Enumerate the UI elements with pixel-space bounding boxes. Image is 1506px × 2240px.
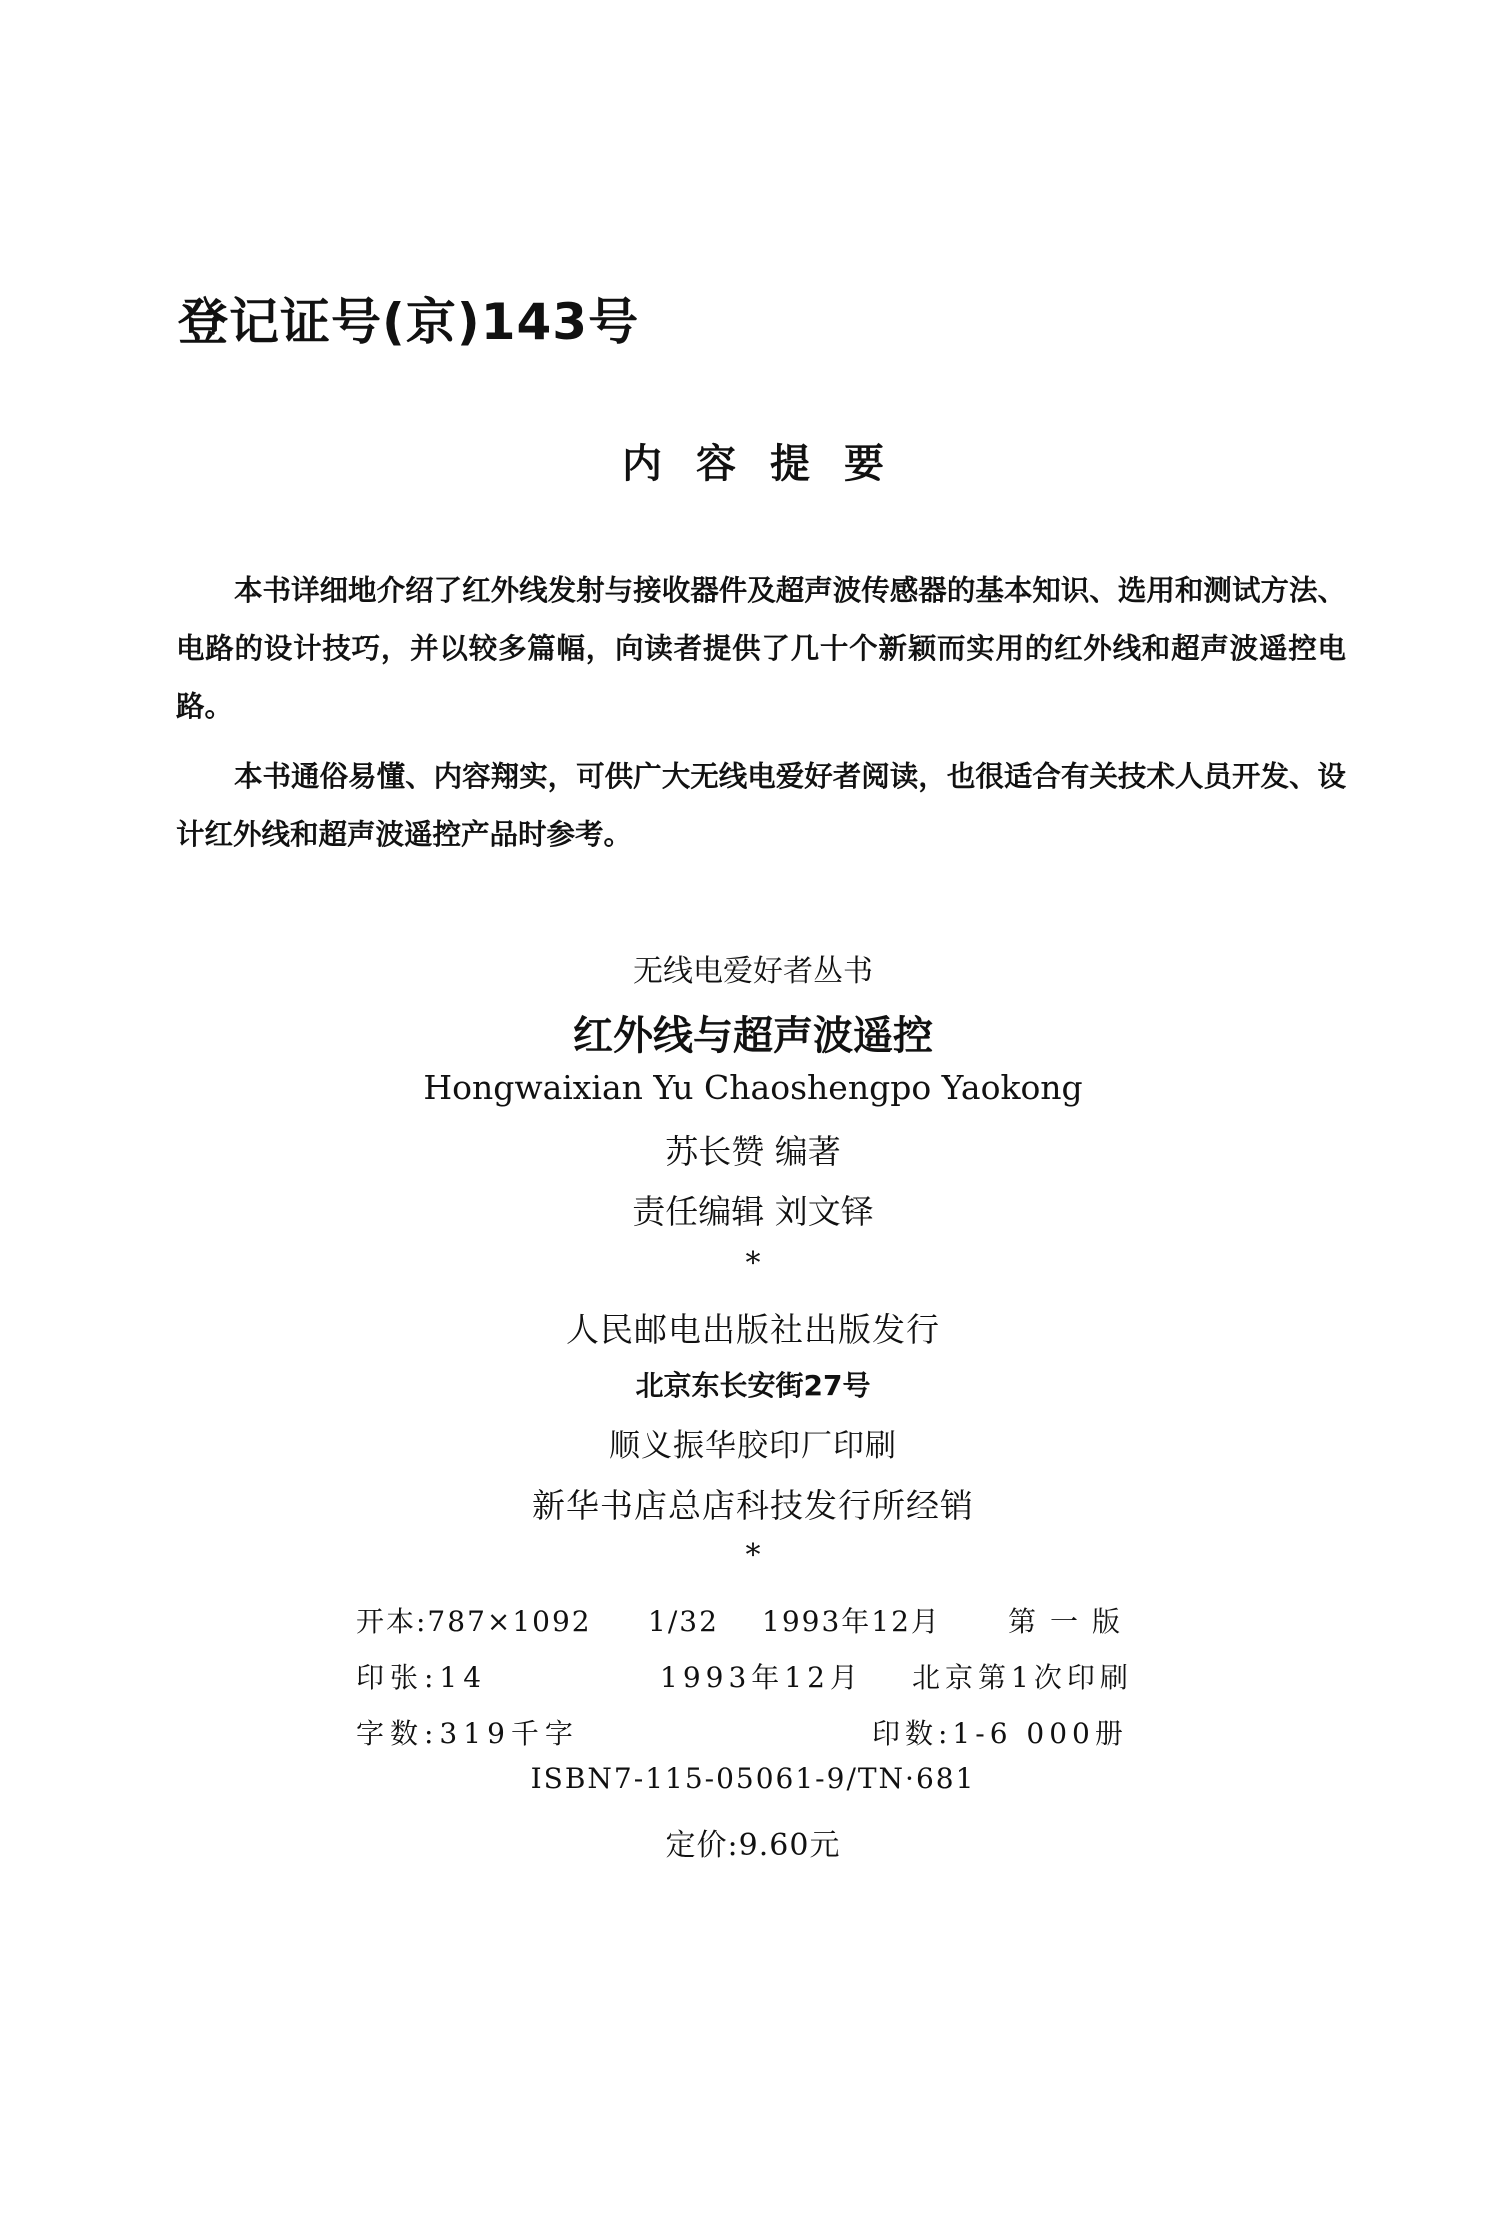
printing-info: 北京第1次印刷: [912, 1661, 1133, 1694]
abstract-body: [176, 562, 1346, 876]
print-run: 印数:1-6 000册: [872, 1717, 1128, 1750]
format-fraction: 1/32: [648, 1605, 719, 1638]
printer-line: 顺义振华胶印厂印刷: [609, 1428, 897, 1464]
publisher-line: 人民邮电出版社出版发行: [566, 1310, 940, 1349]
abstract-heading: 内容提要: [622, 441, 918, 487]
word-count: 字数:319千字: [356, 1717, 579, 1750]
book-title-pinyin: Hongwaixian Yu Chaoshengpo Yaokong: [423, 1068, 1083, 1107]
format-size: 开本:787×1092: [356, 1605, 592, 1638]
printing-date: 1993年12月: [660, 1661, 863, 1694]
separator-star: *: [745, 1538, 761, 1573]
abstract-paragraph: 本书详细地介绍了红外线发射与接收器件及超声波传感器的基本知识、选用和测试方法、电路的设计技巧，并以较多篇幅，向读者提供了几十个新颖而实用的红外线和超声波遥控电路。: [176, 574, 1346, 723]
registration-number: 登记证号(京)143号: [178, 293, 640, 351]
publication-specs: [356, 1594, 1156, 1762]
price: 定价:9.60元: [665, 1828, 841, 1863]
distributor-line: 新华书店总店科技发行所经销: [532, 1486, 974, 1525]
isbn-number: ISBN7-115-05061-9/TN·681: [530, 1762, 976, 1795]
edition-number: 第一版: [1008, 1605, 1135, 1638]
publisher-address: 北京东长安街27号: [635, 1369, 871, 1402]
printed-sheets: 印张:14: [356, 1661, 488, 1694]
specs-row-printing: [356, 1650, 1156, 1706]
book-title: 红外线与超声波遥控: [573, 1013, 933, 1059]
specs-row-format: [356, 1594, 1156, 1650]
abstract-paragraph: 本书通俗易懂、内容翔实，可供广大无线电爱好者阅读，也很适合有关技术人员开发、设计红外线和超声波遥控产品时参考。: [176, 760, 1346, 851]
publication-date: 1993年12月: [762, 1605, 941, 1638]
separator-star: *: [745, 1246, 761, 1281]
editor-line: 责任编辑 刘文铎: [632, 1192, 874, 1231]
specs-row-counts: [356, 1706, 1156, 1762]
author-line: 苏长赞 编著: [665, 1132, 841, 1171]
series-name: 无线电爱好者丛书: [633, 954, 873, 989]
